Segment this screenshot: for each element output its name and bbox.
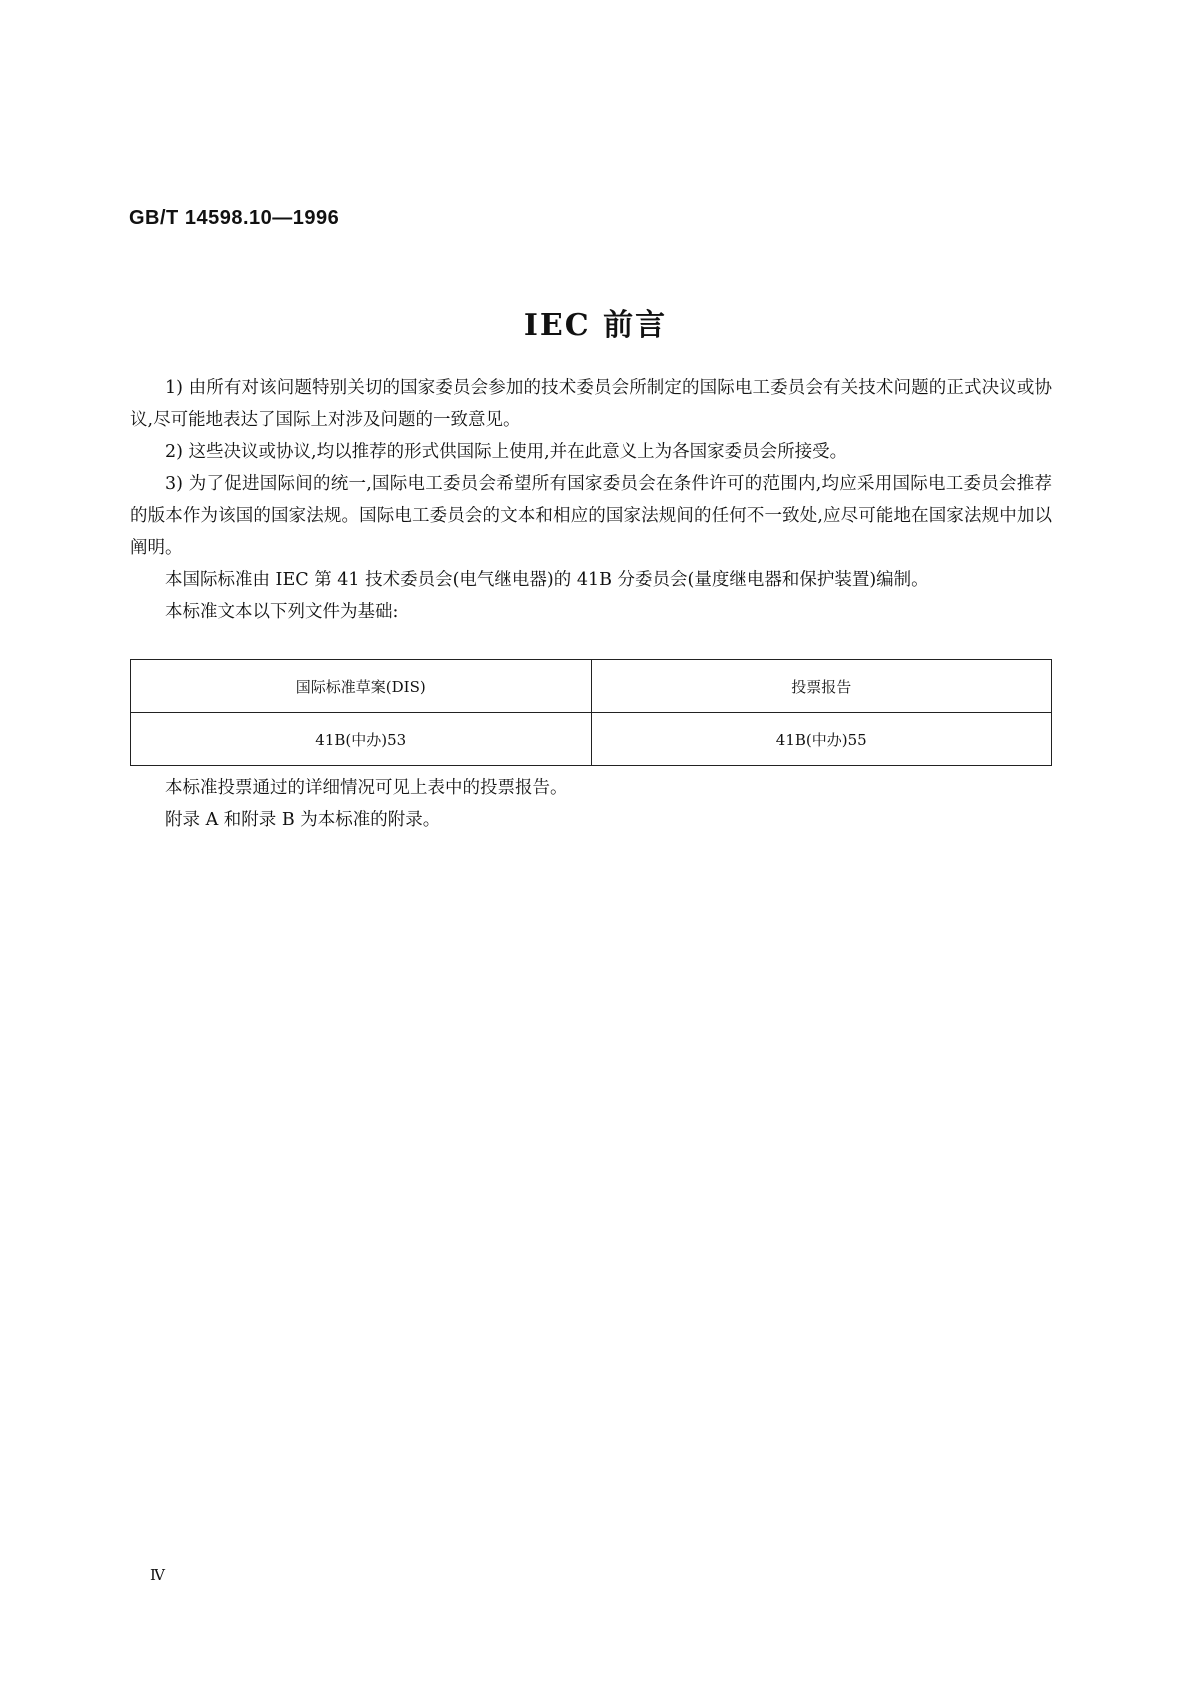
foreword-body	[130, 372, 1052, 628]
paragraph-4: 本国际标准由 IEC 第 41 技术委员会(电气继电器)的 41B 分委员会(量度继电器和保护装置)编制。	[165, 570, 929, 590]
paragraph-annexes: 附录 A 和附录 B 为本标准的附录。	[165, 810, 441, 830]
paragraph-1: 1) 由所有对该问题特别关切的国家委员会参加的技术委员会所制定的国际电工委员会有关技术问题的正式决议或协议,尽可能地表达了国际上对涉及问题的一致意见。	[130, 378, 1052, 430]
table-header-row	[131, 660, 1052, 713]
table-cell-dis: 41B(中办)53	[131, 713, 592, 766]
table-row	[131, 713, 1052, 766]
after-table-text	[130, 772, 1052, 836]
page-number: Ⅳ	[150, 1566, 164, 1584]
table-cell-vote-report: 41B(中办)55	[591, 713, 1052, 766]
paragraph-vote-details: 本标准投票通过的详细情况可见上表中的投票报告。	[165, 778, 568, 798]
table-header-vote-report: 投票报告	[591, 660, 1052, 713]
table-header-dis: 国际标准草案(DIS)	[131, 660, 592, 713]
paragraph-3: 3) 为了促进国际间的统一,国际电工委员会希望所有国家委员会在条件许可的范围内,均应采用国际电工委员会推荐的版本作为该国的国家法规。国际电工委员会的文本和相应的国家法规间的任何不一致处,应尽可能地在国家法规中加以阐明。	[130, 474, 1052, 558]
page-title: IEC 前言	[523, 308, 668, 343]
standard-number: GB/T 14598.10—1996	[129, 207, 340, 229]
paragraph-2: 2) 这些决议或协议,均以推荐的形式供国际上使用,并在此意义上为各国家委员会所接受。	[165, 442, 848, 462]
paragraph-5: 本标准文本以下列文件为基础:	[165, 602, 399, 622]
basis-documents-table	[130, 659, 1052, 766]
